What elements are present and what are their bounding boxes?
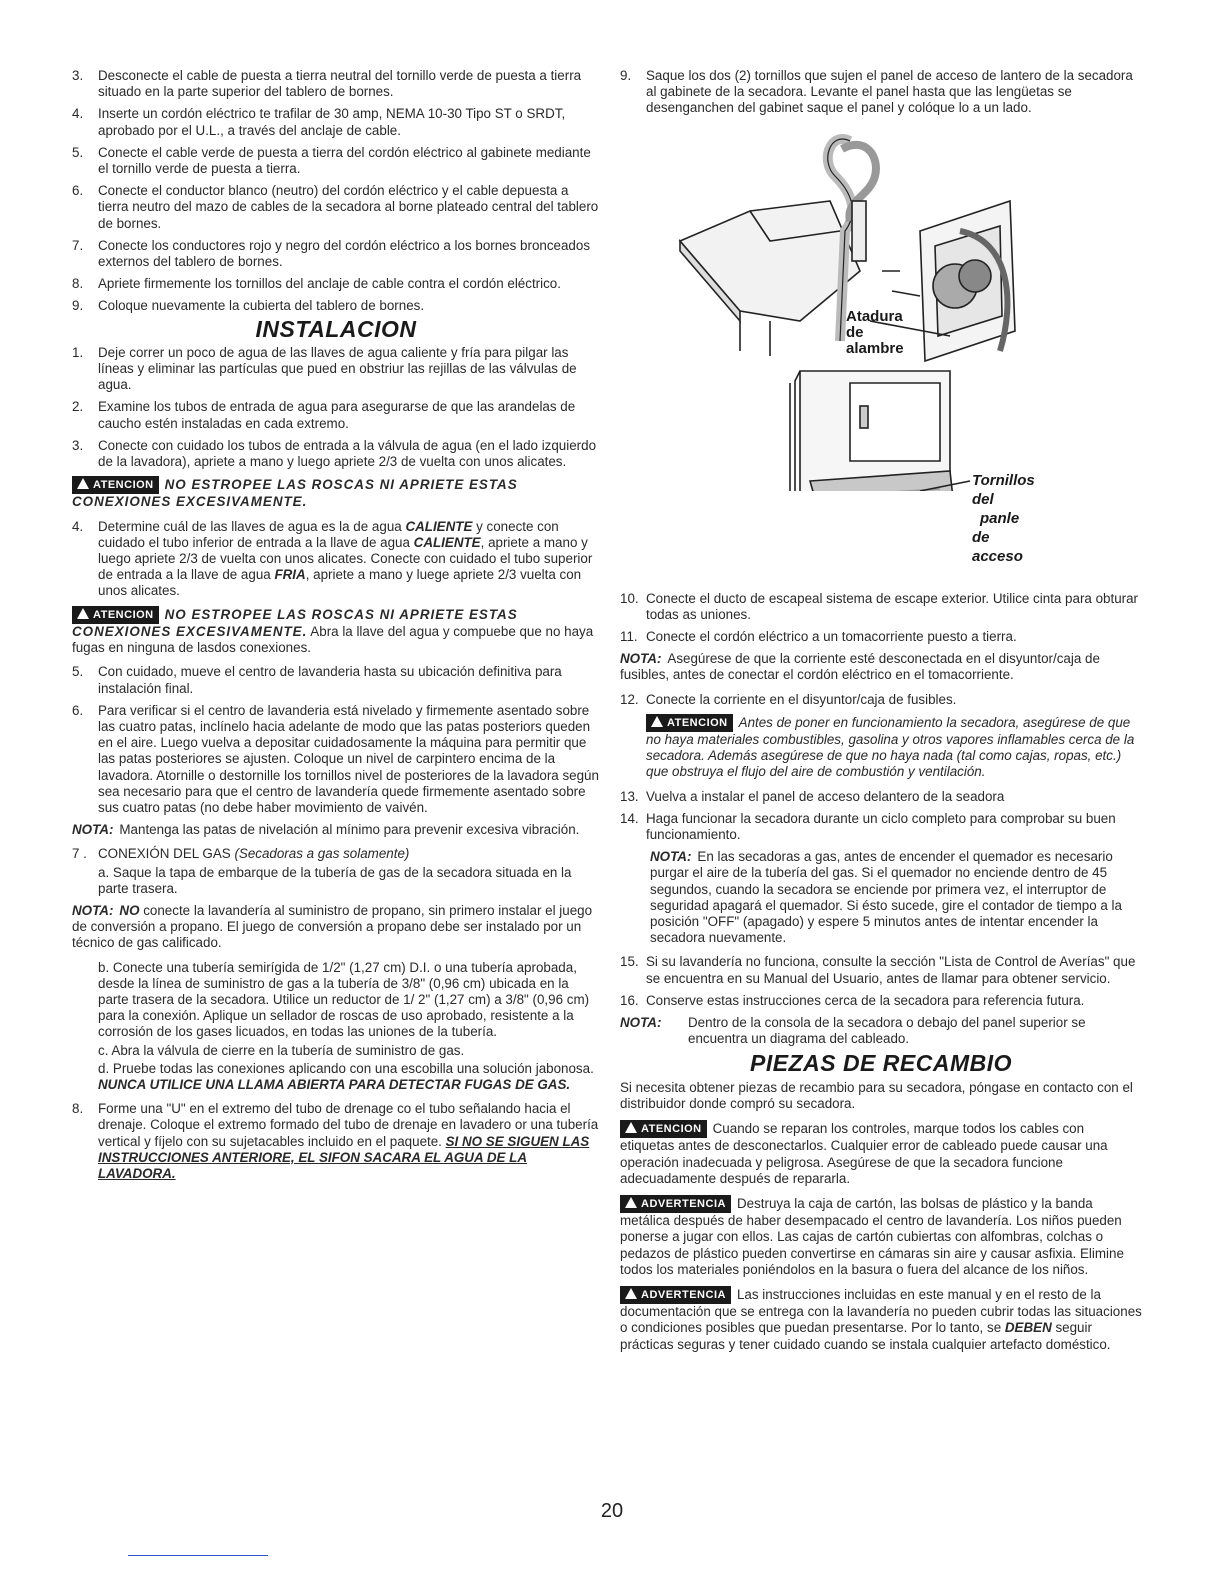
- parts-intro: Si necesita obtener piezas de recambio para su secadora, póngase en contacto con el distribuidor donde compró su secadora.: [620, 1079, 1133, 1111]
- list-item: 4. Inserte un cordón eléctrico te trafilar de 30 amp, NEMA 10-30 Tipo ST o SRDT, aprobado por el U.L., a través del anclaje de cable.: [72, 106, 566, 138]
- list-item: 1. Deje correr un poco de agua de las llaves de agua caliente y fría para pilgar las líneas y eliminar las partículas que pued en obstriur las rejillas de las válvulas de agua.: [72, 344, 577, 393]
- note: NOTA: En las secadoras a gas, antes de encender el quemador es necesario purgar el aire de la tubería del gas. Si el quemador no enciende dentro de 45 segundos, cuando la secadora se enciende por primera vez, el interruptor de seguridad apagará el quemador. Si ésto sucede, gire el contador de tiempo a la posición "OFF" (apagado) y espere 5 minutos antes de intentar encender la secadora nuevamente.: [650, 849, 1122, 946]
- sub-item: a. Saque la tapa de embarque de la tubería de gas de la secadora situada en la parte trasera.: [98, 864, 572, 896]
- section-heading-piezas: PIEZAS DE RECAMBIO: [749, 1050, 1013, 1077]
- note: NOTA: NO conecte la lavandería al suministro de propano, sin primero instalar el juego de conversión a propano. El juego de conversión a propano debe ser instalado por un técnico de gas calificado.: [72, 902, 593, 951]
- list-item: 5. Con cuidado, mueve el centro de lavanderia hasta su ubicación definitiva para instalación final.: [72, 664, 562, 696]
- list-item: 12. Conecte la corriente en el disyuntor/caja de fusibles.: [620, 691, 957, 707]
- list-item: 7 . CONEXIÓN DEL GAS (Secadoras a gas solamente): [72, 846, 410, 862]
- sub-item: b. Conecte una tubería semirígida de 1/2" (1,27 cm) D.I. o una tubería aprobada, desde la línea de suministro de gas a la tubería de 3/8" (0,96 cm) ubicada en la parte trasera de la secadora. Utilice un reductor de 1/ 2" (1,27 cm) a 3/8" (0,96 cm) para la conexión. Aplique un sellador de roscas de uso aprobado, resistente a la corrosión de los gases licuados, en todas las uniones de la tubería.: [98, 959, 590, 1040]
- warning-note: ADVERTENCIA Destruya la caja de cartón, las bolsas de plástico y la banda metálica después de haber desempacado el centro de lavandería. Los niños pueden ponerse a jugar con ellos. Las cajas de cartón cubiertas con alfombras, colchas o pedazos de plástico pueden convertirse en cámaras sin aire y causar asfixia. Elimine todos los materiales poniéndolos en la basura o fuera del alcance de los niños.: [620, 1195, 1124, 1277]
- list-item: 8. Apriete firmemente los tornillos del anclaje de cable contra el cordón eléctrico.: [72, 276, 561, 292]
- list-item: 6. Conecte el conductor blanco (neutro) del cordón eléctrico y el cable depuesta a tierra neutro del mazo de cables de la secadora al borne plateado central del tablero de bornes.: [72, 183, 599, 231]
- list-item: 9. Saque los dos (2) tornillos que sujen el panel de acceso de lantero de la secadora al gabinete de la secadora. Levante el panel hasta que las lengüetas se desenganchen del gabinet saque el panel y colóque lo a un lado.: [620, 68, 1133, 116]
- access-panel-screws-label: Tornillos del panle de acceso: [972, 471, 1035, 565]
- list-item: 2. Examine los tubos de entrada de agua para asegurarse de que las arandelas de caucho estén instaladas en cada extremo.: [72, 399, 576, 431]
- wire-tie-label: Atadura de alambre: [846, 307, 904, 358]
- warning-note: ADVERTENCIA Las instrucciones incluidas en este manual y en el resto de la documentación que se entrega con la lavandería no pueden cubrir todas las situaciones o condiciones posibles que puedan presentarse. Por lo tanto, se DEBEN seguir prácticas seguras y tener cuidado cuando se instala cualquier artefacto doméstico.: [620, 1286, 1142, 1352]
- list-item: 11. Conecte el cordón eléctrico a un tomacorriente puesto a tierra.: [620, 629, 1017, 645]
- caution-badge: ATENCION: [646, 714, 733, 732]
- caution-badge: ATENCION: [72, 606, 159, 624]
- sub-item: d. Pruebe todas las conexiones aplicando con una escobilla una solución jabonosa. NUNCA UTILICE UNA LLAMA ABIERTA PARA DETECTAR FUGAS DE GAS.: [98, 1060, 594, 1092]
- right-column: [620, 68, 1142, 1361]
- left-column: [72, 68, 600, 1192]
- warning-note: ATENCION Cuando se reparan los controles, marque todos los cables con etiquetas antes de desconectarlos. Cualquier error de cableado puede causar una operación inadecuada y peligrosa. Asegúrese de que la secadora funcione adecuadamente después de repararla.: [620, 1121, 1108, 1186]
- dryer-access-panel-illustration: [620, 121, 1142, 491]
- warning-note: ATENCION NO ESTROPEE LAS ROSCAS NI APRIETE ESTAS CONEXIONES EXCESIVAMENTE. Abra la llave del agua y compuebe que no haya fugas en ninguna de lasdos conexiones.: [72, 606, 594, 656]
- footer-rule: [128, 1555, 268, 1556]
- list-item: 8. Forme una "U" en el extremo del tubo de drenage co el tubo señalando hacia el drenaje. Coloque el extremo formado del tubo de drenaje en lavadero or una tubería vertical y fíjelo con su sujetacables incluido en el paquete. SI NO SE SIGUEN LAS INSTRUCCIONES ANTERIORE, EL SIFON SACARA EL AGUA DE LA LAVADORA.: [72, 1101, 599, 1181]
- warning-triangle-icon: [77, 608, 89, 619]
- warning-triangle-icon: [651, 716, 663, 727]
- list-item: 6. Para verificar si el centro de lavanderia está nivelado y firmemente asentado sobre las cuatro patas, inclínelo hacia adelante de modo que las patas posteriors queden en el aire. Luego vuelva a depositar cuidadosamente la máquina para permitir que las patas posteriores se ajusten. Coloque un nivel de carpintero encima de la lavadora. Atornille o destornille los tornillos nivel de posteriores de la lavadora según sea necesario para que el centro de lavandería quede firmemente asentado sobre sus cuatro patas (no debe haber movimiento de vaivén.: [72, 702, 599, 815]
- list-item: 15. Si su lavandería no funciona, consulte la sección "Lista de Control de Averías" que se encuentra en su Manual del Usuario, antes de llamar para obtener servicio.: [620, 954, 1136, 986]
- caution-badge: ATENCION: [72, 476, 159, 494]
- warning-triangle-icon: [625, 1197, 637, 1208]
- list-item: 9. Coloque nuevamente la cubierta del tablero de bornes.: [72, 298, 425, 314]
- page-number: 20: [600, 1500, 624, 1522]
- warning-note: ATENCION NO ESTROPEE LAS ROSCAS NI APRIETE ESTAS CONEXIONES EXCESIVAMENTE.: [72, 477, 518, 510]
- installation-figure: [620, 121, 1142, 565]
- warning-triangle-icon: [625, 1288, 637, 1299]
- pre-install-list: [72, 68, 600, 315]
- list-item: 16. Conserve estas instrucciones cerca de la secadora para referencia futura.: [620, 992, 1085, 1008]
- section-heading-instalacion: INSTALACION: [255, 315, 417, 342]
- warning-note: ATENCION Antes de poner en funcionamiento la secadora, asegúrese de que no haya materiales combustibles, gasolina y otros vapores inflamables cerca de la secadora. Además asegúrese de que no haya nada (tal como cajas, ropas, etc.) que obstruya el flujo del aire de combustión y ventilación.: [646, 714, 1135, 780]
- warning-triangle-icon: [77, 478, 89, 489]
- list-item: 13. Vuelva a instalar el panel de acceso delantero de la seadora: [620, 788, 1005, 804]
- list-item: 4. Determine cuál de las llaves de agua es la de agua CALIENTE y conecte con cuidado el tubo inferior de entrada a la llave de agua CALIENTE, apriete a mano y luego apriete 2/3 de vuelta con unos alicates. Conecte con cuidado el tubo superior de entrada a la llave de agua FRIA, apriete a mano y luege apriete 2/3 vuelta con unos alicates.: [72, 518, 593, 599]
- list-item: 7. Conecte los conductores rojo y negro del cordón eléctrico a los bornes bronceados externos del tablero de bornes.: [72, 237, 591, 270]
- list-item: 10. Conecte el ducto de escapeal sistema de escape exterior. Utilice cinta para obturar todas as uniones.: [620, 590, 1139, 622]
- sub-item: c. Abra la válvula de cierre en la tubería de suministro de gas.: [98, 1042, 465, 1058]
- list-item: 5. Conecte el cable verde de puesta a tierra del cordón eléctrico al gabinete mediante el tornillo verde de puesta a tierra.: [72, 144, 591, 177]
- note: NOTA: Dentro de la consola de la secadora o debajo del panel superior se encuentra un diagrama del cableado.: [620, 1015, 1086, 1047]
- caution-badge: ATENCION: [620, 1120, 707, 1138]
- list-item: 3. Conecte con cuidado los tubos de entrada a la válvula de agua (en el lado izquierdo de la lavadora), apriete a mano y luego apriete 2/3 de vuelta con unos alicates.: [72, 437, 597, 470]
- list-item: 3. Desconecte el cable de puesta a tierra neutral del tornillo verde de puesta a tierra situado en la parte superior del tablero de bornes.: [72, 68, 582, 100]
- note: NOTA: Asegúrese de que la corriente esté desconectada en el disyuntor/caja de fusibles, antes de conectar el cordón eléctrico en el tomacorriente.: [620, 651, 1100, 683]
- warning-badge: ADVERTENCIA: [620, 1286, 731, 1304]
- note: NOTA: Mantenga las patas de nivelación al mínimo para prevenir excesiva vibración.: [72, 822, 580, 838]
- warning-triangle-icon: [625, 1122, 637, 1133]
- list-item: 14. Haga funcionar la secadora durante un ciclo completo para comprobar su buen funcionamiento.: [620, 810, 1116, 843]
- warning-badge: ADVERTENCIA: [620, 1195, 731, 1213]
